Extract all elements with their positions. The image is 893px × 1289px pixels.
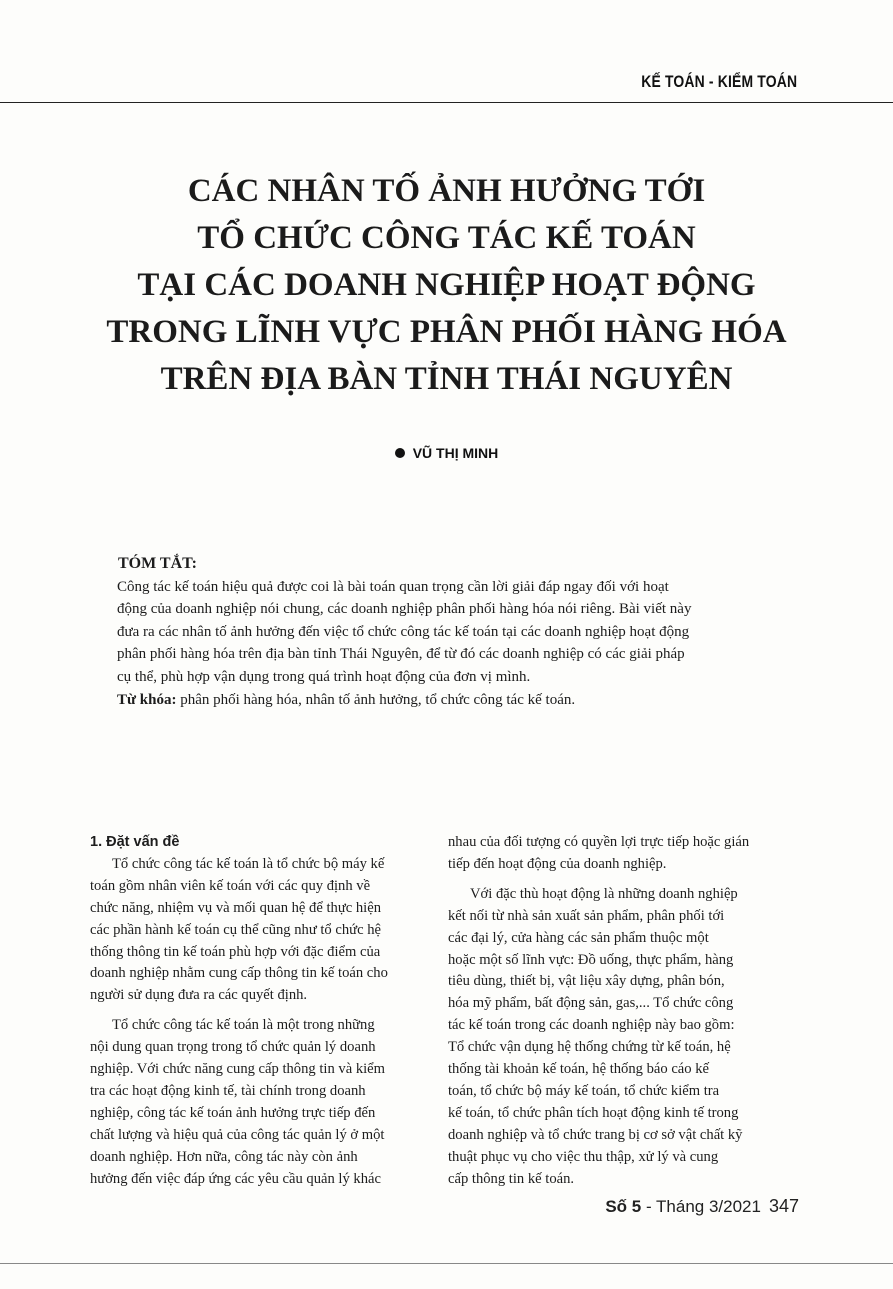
abstract-heading: TÓM TẮT: [118, 555, 197, 572]
title-line: CÁC NHÂN TỐ ẢNH HƯỞNG TỚI [187, 173, 706, 209]
abstract-body [117, 576, 795, 712]
keywords-text: phân phối hàng hóa, nhân tố ảnh hưởng, tổ chức công tác kế toán. [176, 691, 576, 708]
keywords [117, 689, 795, 712]
issue-number: Số 5 [605, 1197, 642, 1216]
paragraph-line: hoặc một số lĩnh vực: Đồ uống, thực phẩm, hàng [448, 951, 734, 968]
bullet-icon [395, 448, 405, 458]
abstract [117, 553, 795, 711]
paragraph-line: chức năng, nhiệm vụ và mối quan hệ để thực hiện [90, 899, 381, 916]
paragraph-line: doanh nghiệp nhằm cung cấp thông tin kế toán cho [90, 965, 388, 982]
paragraph-line: cấp thông tin kế toán. [448, 1170, 575, 1187]
paragraph-line: tiếp đến hoạt động của doanh nghiệp. [448, 855, 667, 872]
paragraph-line: thuật phục vụ cho việc thu thập, xử lý và cung [448, 1148, 719, 1165]
header-rule [0, 102, 893, 103]
paragraph-line: nội dung quan trọng trong tổ chức quản lý doanh [90, 1039, 376, 1056]
paragraph-line: Tổ chức vận dụng hệ thống chứng từ kế toán, hệ [448, 1039, 731, 1056]
body-column-right [448, 832, 808, 1191]
paragraph-line: toán, tổ chức bộ máy kế toán, tổ chức kiểm tra [448, 1082, 720, 1099]
title-line: TRÊN ĐỊA BÀN TỈNH THÁI NGUYÊN [160, 361, 733, 397]
abstract-line: phân phối hàng hóa trên địa bàn tỉnh Thái Nguyên, để từ đó các doanh nghiệp có các giải pháp [117, 646, 685, 663]
paragraph-line: Tổ chức công tác kế toán là một trong những [112, 1017, 375, 1034]
paragraph-line: người sử dụng đưa ra các quyết định. [90, 987, 308, 1004]
title-line: TRONG LĨNH VỰC PHÂN PHỐI HÀNG HÓA [106, 314, 787, 350]
paragraph-line: thống tài khoản kế toán, hệ thống báo cáo kế [448, 1061, 709, 1078]
paragraph-line: kế toán, tổ chức phân tích hoạt động kinh tế trong [448, 1104, 739, 1121]
abstract-line: Công tác kế toán hiệu quả được coi là bài toán quan trọng cần lời giải đáp ngay đối với hoạt [117, 578, 669, 595]
paragraph-line: Tổ chức công tác kế toán là tổ chức bộ máy kế [112, 855, 385, 872]
paragraph-line: hưởng đến việc đáp ứng các yêu cầu quản lý khác [90, 1170, 381, 1187]
abstract-line: cụ thể, phù hợp vận dụng trong quá trình hoạt động của đơn vị mình. [117, 668, 531, 685]
keywords-label: Từ khóa: [117, 691, 177, 708]
title-line: TẠI CÁC DOANH NGHIỆP HOẠT ĐỘNG [137, 267, 756, 303]
page-number: 347 [768, 1196, 799, 1216]
footer-rule [0, 1263, 893, 1264]
page-footer [605, 1196, 799, 1217]
journal-section-label: KẾ TOÁN - KIỂM TOÁN [641, 72, 797, 91]
paragraph-line: toán gồm nhân viên kế toán với các quy định về [90, 877, 371, 894]
paragraph-line: Với đặc thù hoạt động là những doanh nghiệp [470, 885, 738, 902]
paragraph-line: tra các hoạt động kinh tế, tài chính trong doanh [90, 1082, 366, 1099]
paragraph-line: tiêu dùng, thiết bị, vật liệu xây dựng, phân bón, [448, 973, 725, 990]
paragraph-line: doanh nghiệp. Hơn nữa, công tác này còn ảnh [90, 1148, 358, 1165]
paragraph-line: nghiệp. Với chức năng cung cấp thông tin và kiểm [90, 1061, 386, 1078]
body-column-left [90, 832, 450, 1191]
issue-date: - Tháng 3/2021 [641, 1197, 761, 1216]
article-title [60, 168, 833, 403]
paragraph-line: hóa mỹ phẩm, bất động sản, gas,... Tổ chức công [448, 995, 734, 1012]
paragraph-line: các phần hành kế toán cụ thể cũng như tổ chức hệ [90, 921, 381, 938]
paragraph-line: các đại lý, cửa hàng các sản phẩm thuộc một [448, 929, 709, 946]
paragraph-line: nhau của đối tượng có quyền lợi trực tiếp hoặc gián [448, 834, 750, 850]
abstract-line: động của doanh nghiệp nói chung, các doanh nghiệp phân phối hàng hóa nói riêng. Bài viết này [117, 601, 692, 618]
author-byline [0, 445, 893, 461]
section-heading: 1. Đặt vấn đề [90, 834, 180, 850]
paragraph-line: tác kế toán trong các doanh nghiệp này bao gồm: [448, 1017, 735, 1034]
author-name: VŨ THỊ MINH [412, 445, 499, 461]
paragraph-line: kết nối từ nhà sản xuất sản phẩm, phân phối tới [448, 907, 725, 924]
paragraph-line: chất lượng và hiệu quả của công tác quản lý ở một [90, 1126, 385, 1143]
abstract-line: đưa ra các nhân tố ảnh hưởng đến việc tổ chức công tác kế toán tại các doanh nghiệp hoạt động [117, 623, 690, 640]
paragraph-line: nghiệp, công tác kế toán ảnh hưởng trực tiếp đến [90, 1104, 376, 1121]
paragraph-line: doanh nghiệp và tổ chức trang bị cơ sở vật chất kỹ [448, 1126, 743, 1143]
title-line: TỔ CHỨC CÔNG TÁC KẾ TOÁN [197, 220, 696, 256]
paragraph-line: thống thông tin kế toán phù hợp với đặc điểm của [90, 943, 381, 960]
